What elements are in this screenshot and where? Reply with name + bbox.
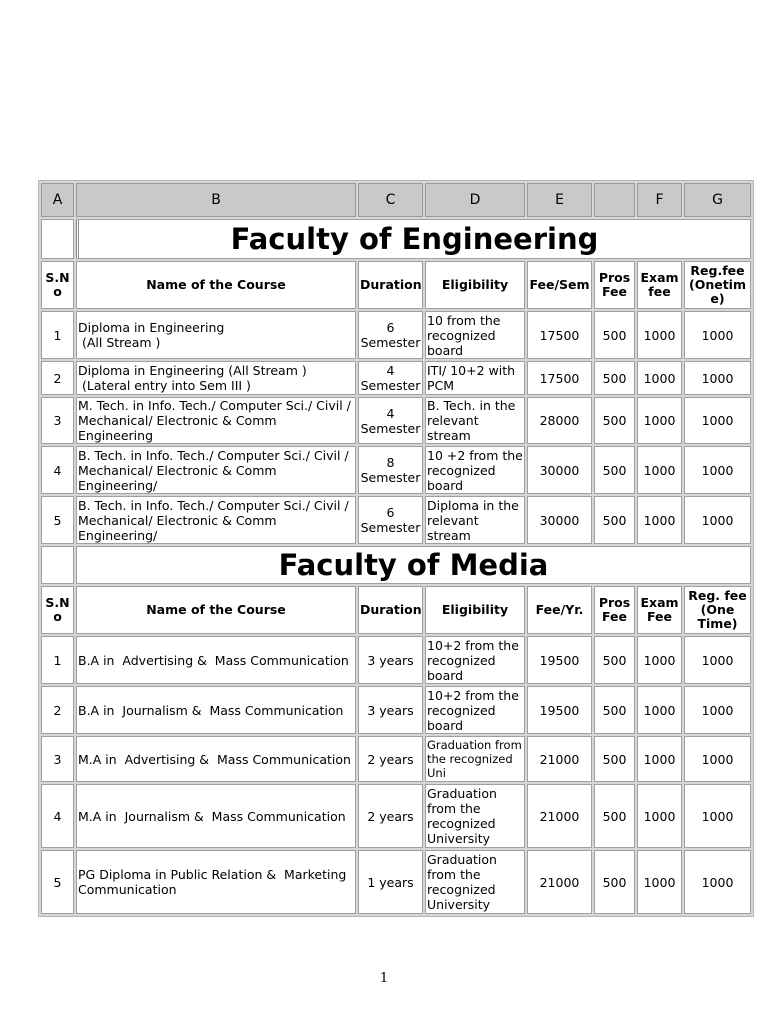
exam-fee-cell: 1000 [637,361,682,395]
duration-cell: 2 years [358,736,423,782]
exam-fee-cell: 1000 [637,850,682,914]
eligibility-line: board [427,477,464,493]
column-letter[interactable]: B [76,183,356,217]
pros-fee-cell: 500 [594,850,635,914]
duration-cell: 1 years [358,850,423,914]
engineering-header-row [41,261,751,309]
eligibility-line: from the [427,867,481,882]
table-row [41,784,751,848]
column-letter[interactable]: G [684,183,751,217]
reg-fee-cell: 1000 [684,850,751,914]
table-row [41,446,751,494]
header-exam-fee: Exam fee [637,261,682,309]
header-fee: Fee/Yr. [527,586,592,634]
course-cell [76,636,356,684]
empty-cell [41,219,74,259]
column-letter[interactable]: F [637,183,682,217]
eligibility-line: board [427,667,464,683]
table-row [41,636,751,684]
duration-cell [358,496,423,544]
pros-fee-cell: 500 [594,361,635,395]
column-letter-row [41,183,751,217]
exam-fee-cell: 1000 [637,496,682,544]
eligibility-cell [425,496,525,544]
section-title: Faculty of Engineering [76,219,751,259]
header-exam-fee: Exam Fee [637,586,682,634]
eligibility-line: recognized [427,816,496,831]
header-duration: Duration [358,586,423,634]
exam-fee-cell: 1000 [637,736,682,782]
eligibility-line: Diploma in the [427,497,519,513]
eligibility-cell [425,446,525,494]
media-title-row [41,546,751,584]
eligibility-line: recognized [427,327,496,343]
fee-cell: 21000 [527,850,592,914]
eligibility-line: 10 +2 from the [427,447,523,463]
column-letter[interactable]: D [425,183,525,217]
eligibility-line: relevant stream [427,512,479,543]
eligibility-line: ITI/ 10+2 with [427,363,516,378]
table-row [41,850,751,914]
eligibility-line: board [427,717,464,733]
header-pros-fee: Pros Fee [594,586,635,634]
course-cell [76,496,356,544]
reg-fee-cell: 1000 [684,686,751,734]
header-eligibility: Eligibility [425,261,525,309]
column-letter[interactable]: E [527,183,592,217]
exam-fee-cell: 1000 [637,686,682,734]
duration-line: Semester [360,420,421,436]
eligibility-cell [425,686,525,734]
eligibility-line: Graduation [427,786,497,801]
sno-cell: 2 [41,361,74,395]
course-line: Engineering [78,428,153,443]
eligibility-line: Graduation [427,852,497,867]
course-line: (All Stream ) [78,335,161,350]
header-reg-fee: Reg.fee (Onetime) [684,261,751,309]
exam-fee-cell: 1000 [637,636,682,684]
course-line: Engineering/ [78,527,158,543]
reg-fee-cell: 1000 [684,736,751,782]
duration-cell [358,311,423,359]
engineering-title-row [41,219,751,259]
sno-cell: 1 [41,311,74,359]
course-cell [76,686,356,734]
header-course: Name of the Course [76,261,356,309]
duration-cell [358,446,423,494]
table-row [41,361,751,395]
eligibility-line: University [427,897,491,912]
pros-fee-cell: 500 [594,496,635,544]
eligibility-line: the recognized [427,752,513,766]
eligibility-line: 10+2 from the [427,687,519,703]
eligibility-line: University [427,831,491,846]
header-sno: S.No [41,586,74,634]
reg-fee-cell: 1000 [684,636,751,684]
eligibility-line: recognized [427,462,496,478]
reg-fee-cell: 1000 [684,311,751,359]
fee-cell: 30000 [527,446,592,494]
eligibility-cell [425,850,525,914]
course-cell [76,361,356,395]
fee-cell: 28000 [527,397,592,444]
course-line: Diploma in Engineering (All Stream ) [78,363,307,378]
table-row [41,496,751,544]
pros-fee-cell: 500 [594,397,635,444]
duration-cell: 3 years [358,686,423,734]
course-line: B.A in Journalism & Mass Communication [78,702,344,718]
course-line: M.A in Advertising & Mass Communication [78,751,351,767]
sno-cell: 4 [41,784,74,848]
header-fee: Fee/Sem [527,261,592,309]
exam-fee-cell: 1000 [637,311,682,359]
eligibility-line: Graduation from [427,738,522,752]
fee-cell: 21000 [527,784,592,848]
duration-line: 8 [386,455,395,470]
course-line: B. Tech. in Info. Tech./ Computer Sci./ Civil / [78,447,349,463]
eligibility-line: recognized [427,882,496,897]
table-row [41,397,751,444]
duration-line: 4 [386,405,395,421]
course-line: Engineering/ [78,477,158,493]
duration-line: Semester [360,378,421,393]
sno-cell: 1 [41,636,74,684]
table-row [41,736,751,782]
media-header-row [41,586,751,634]
header-course: Name of the Course [76,586,356,634]
course-cell [76,736,356,782]
course-cell [76,850,356,914]
pros-fee-cell: 500 [594,311,635,359]
header-sno: S.No [41,261,74,309]
eligibility-line: 10+2 from the [427,637,519,653]
duration-cell [358,397,423,444]
sno-cell: 5 [41,850,74,914]
pros-fee-cell: 500 [594,446,635,494]
eligibility-cell [425,311,525,359]
duration-line: 6 [386,320,395,335]
duration-line: 6 [386,505,395,520]
sno-cell: 3 [41,736,74,782]
course-line: M. Tech. in Info. Tech./ Computer Sci./ Civil / [78,398,351,413]
course-line: B. Tech. in Info. Tech./ Computer Sci./ Civil / [78,497,349,513]
eligibility-line: board [427,342,464,358]
eligibility-cell [425,784,525,848]
eligibility-line: relevant stream [427,413,479,443]
course-line: M.A in Journalism & Mass Communication [78,808,346,824]
fee-cell: 30000 [527,496,592,544]
column-letter[interactable]: C [358,183,423,217]
duration-line: Semester [360,335,421,350]
eligibility-cell [425,361,525,395]
fee-cell: 19500 [527,686,592,734]
course-line: PG Diploma in Public Relation & Marketing [78,867,347,882]
course-cell [76,446,356,494]
eligibility-cell [425,736,525,782]
course-line: Mechanical/ Electronic & Comm [78,462,277,478]
course-cell [76,397,356,444]
eligibility-cell [425,636,525,684]
duration-line: Semester [360,520,421,535]
pros-fee-cell: 500 [594,736,635,782]
duration-cell: 3 years [358,636,423,684]
course-cell [76,784,356,848]
reg-fee-cell: 1000 [684,361,751,395]
header-pros-fee: Pros Fee [594,261,635,309]
sno-cell: 2 [41,686,74,734]
fee-cell: 17500 [527,311,592,359]
eligibility-line: PCM [427,378,455,393]
sno-cell: 3 [41,397,74,444]
eligibility-line: 10 from the [427,312,501,328]
duration-cell: 2 years [358,784,423,848]
eligibility-line: recognized [427,652,496,668]
eligibility-line: recognized [427,702,496,718]
pros-fee-cell: 500 [594,686,635,734]
course-cell [76,311,356,359]
course-line: Diploma in Engineering [78,320,225,335]
column-letter[interactable]: A [41,183,74,217]
page-number: 1 [379,971,389,986]
table-row [41,686,751,734]
eligibility-line: from the [427,801,481,816]
sno-cell: 5 [41,496,74,544]
exam-fee-cell: 1000 [637,397,682,444]
duration-line: Semester [360,470,421,485]
eligibility-line: Uni [427,766,446,780]
header-duration: Duration [358,261,423,309]
pros-fee-cell: 500 [594,636,635,684]
duration-line: 4 [386,363,395,378]
reg-fee-cell: 1000 [684,784,751,848]
section-title: Faculty of Media [76,546,751,584]
exam-fee-cell: 1000 [637,784,682,848]
fee-cell: 21000 [527,736,592,782]
course-line: B.A in Advertising & Mass Communication [78,652,349,668]
reg-fee-cell: 1000 [684,496,751,544]
column-letter[interactable] [594,183,635,217]
duration-cell [358,361,423,395]
sno-cell: 4 [41,446,74,494]
eligibility-line: B. Tech. in the [427,398,516,413]
eligibility-cell [425,397,525,444]
reg-fee-cell: 1000 [684,446,751,494]
course-line: (Lateral entry into Sem III ) [78,378,251,393]
fee-cell: 19500 [527,636,592,684]
header-eligibility: Eligibility [425,586,525,634]
course-line: Mechanical/ Electronic & Comm [78,413,277,428]
table-row [41,311,751,359]
empty-cell [41,546,74,584]
course-line: Mechanical/ Electronic & Comm [78,512,277,528]
fee-cell: 17500 [527,361,592,395]
exam-fee-cell: 1000 [637,446,682,494]
pros-fee-cell: 500 [594,784,635,848]
course-line: Communication [78,882,177,897]
fee-table [38,180,754,917]
reg-fee-cell: 1000 [684,397,751,444]
header-reg-fee: Reg. fee (One Time) [684,586,751,634]
